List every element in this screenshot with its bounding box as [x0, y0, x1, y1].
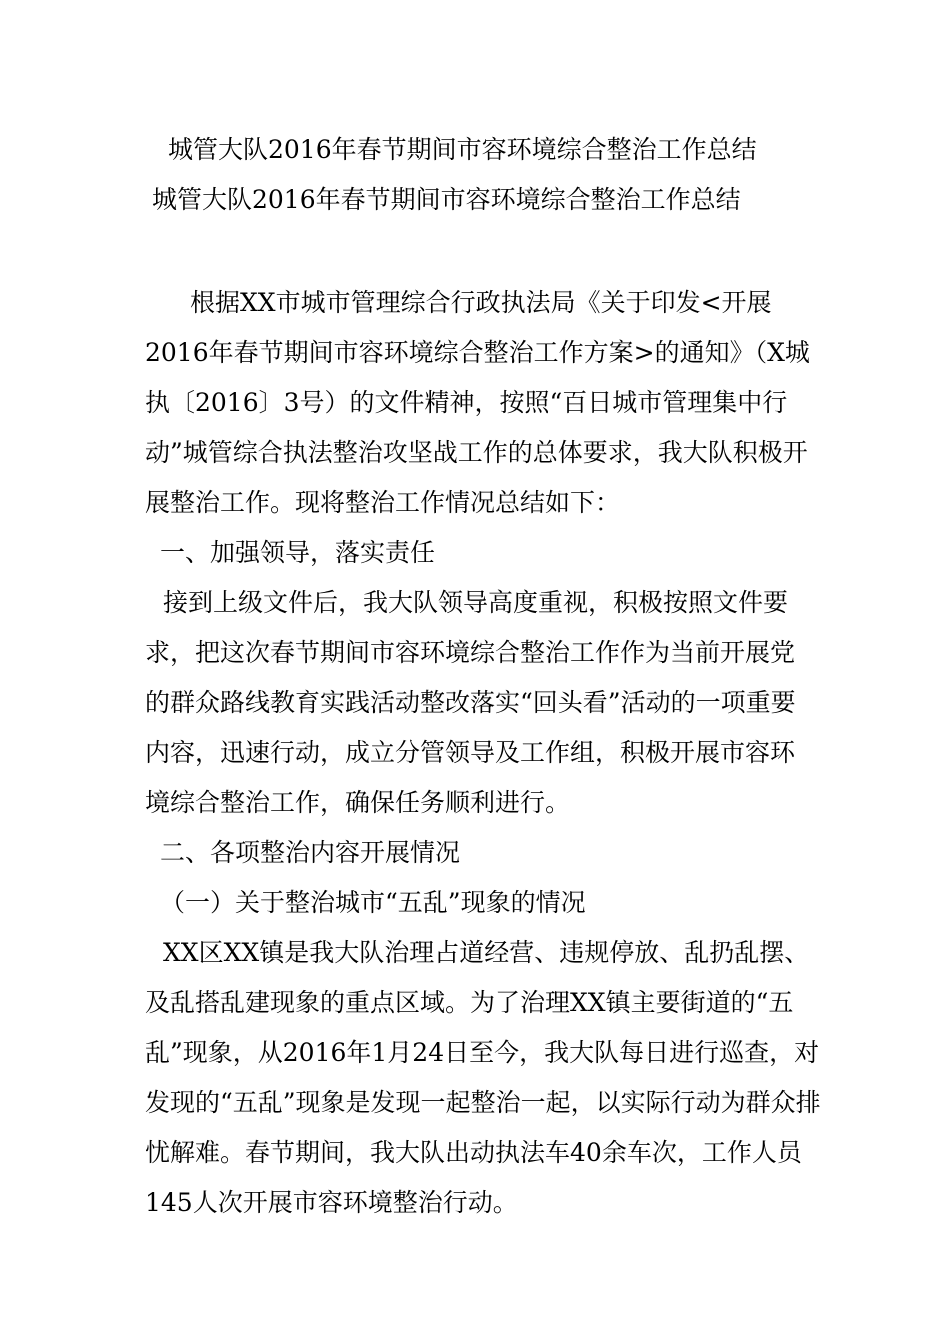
document-title: 城管大队2016年春节期间市容环境综合整治工作总结	[168, 135, 757, 164]
intro-paragraph: 根据XX市城市管理综合行政执法局《关于印发<开展2016年春节期间市容环境综合整治工作方案>的通知》（X城执〔2016〕3号）的文件精神，按照“百日城市管理集中行动”城管综合执法整治攻坚战工作的总体要求，我大队积极开展整治工作。现将整治工作情况总结如下：	[145, 288, 810, 517]
section-2-subheading-1: （一）关于整治城市“五乱”现象的情况	[160, 888, 586, 917]
section-1-heading: 一、加强领导，落实责任	[160, 538, 436, 567]
section-2-sub-1-paragraph: XX区XX镇是我大队治理占道经营、违规停放、乱扔乱摆、及乱搭乱建现象的重点区域。为了治理XX镇主要街道的“五乱”现象，从2016年1月24日至今，我大队每日进行巡查，对发现的“五乱”现象是发现一起整治一起，以实际行动为群众排忧解难。春节期间，我大队出动执法车40余车次，工作人员145人次开展市容环境整治行动。	[145, 938, 821, 1217]
section-1-paragraph: 接到上级文件后，我大队领导高度重视，积极按照文件要求，把这次春节期间市容环境综合整治工作作为当前开展党的群众路线教育实践活动整改落实“回头看”活动的一项重要内容，迅速行动，成立分管领导及工作组，积极开展市容环境综合整治工作，确保任务顺利进行。	[145, 588, 796, 817]
section-2-heading: 二、各项整治内容开展情况	[160, 838, 461, 867]
document-title-repeat: 城管大队2016年春节期间市容环境综合整治工作总结	[152, 185, 741, 214]
